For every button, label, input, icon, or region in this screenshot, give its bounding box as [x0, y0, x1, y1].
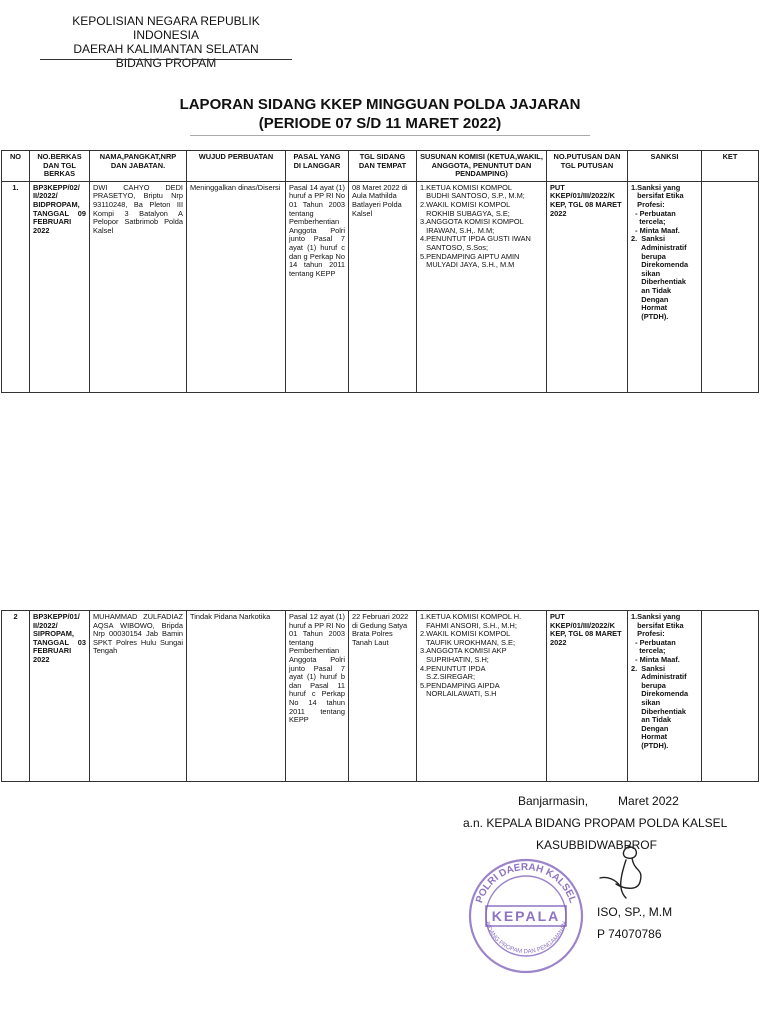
- cell-ket: [702, 611, 759, 782]
- report-table: [1, 150, 759, 393]
- letterhead-line-2: DAERAH KALIMANTAN SELATAN: [73, 42, 259, 56]
- table-header-row: [2, 151, 759, 182]
- signature-name: ISO, SP., M.M: [597, 905, 673, 919]
- cell-pasal: Pasal 12 ayat (1) huruf a PP RI No 01 Tahun 2003 tentang Pemberhentian Anggota Polri junto Pasal 7 ayat (1) huruf b dan Pasal 11 huruf c Perkap No 14 tahun 2011 tentang KEPP: [286, 611, 349, 782]
- komisi-line: FAHMI ANSORI, S.H., M.H;: [420, 620, 517, 630]
- sanksi-line: bersifat Etika: [631, 191, 684, 201]
- sanksi-line: 2. Sanksi: [631, 234, 666, 244]
- header-no: NO: [2, 151, 30, 182]
- sanksi-line: (PTDH).: [631, 311, 669, 321]
- table-row: [2, 181, 759, 392]
- header-putusan: NO.PUTUSAN DAN TGL PUTUSAN: [547, 151, 628, 182]
- komisi-line: 4.PENUNTUT IPDA GUSTI IWAN: [420, 234, 531, 244]
- header-tgl: TGL SIDANG DAN TEMPAT: [349, 151, 417, 182]
- komisi-line: ROKHIB SUBAGYA, S.E;: [420, 208, 510, 218]
- komisi-line: 5.PENDAMPING AIPTU AMIN: [420, 251, 520, 261]
- komisi-line: 4.PENUNTUT IPDA: [420, 663, 486, 673]
- signature-on-behalf: a.n. KEPALA BIDANG PROPAM POLDA KALSEL: [463, 816, 728, 830]
- komisi-line: 3.ANGGOTA KOMISI AKP: [420, 646, 507, 656]
- cell-no: 2: [2, 611, 30, 782]
- sanksi-line: 1.Sanksi yang: [631, 182, 681, 192]
- sanksi-line: an Tidak: [631, 285, 672, 295]
- cell-no: 1.: [2, 181, 30, 392]
- cell-berkas: BP3KEPP/01/ II/2022/ SIPROPAM, TANGGAL 03 FEBRUARI 2022: [30, 611, 90, 782]
- letterhead-underline: [40, 59, 292, 60]
- sanksi-line: Dengan: [631, 723, 669, 733]
- komisi-line: MULYADI JAYA, S.H., M.M: [420, 260, 515, 270]
- cell-tgl: 08 Maret 2022 di Aula Mathilda Batlayeri Polda Kalsel: [349, 181, 417, 392]
- cell-wujud: Tindak Pidana Narkotika: [187, 611, 286, 782]
- letterhead-line-3: BIDANG PROPAM: [115, 56, 217, 70]
- sanksi-line: Hormat: [631, 303, 668, 313]
- sanksi-line: - Minta Maaf.: [631, 654, 680, 664]
- cell-nama: MUHAMMAD ZULFADIAZ AQSA WIBOWO, Bripda Nrp 00030154 Jab Bamin SPKT Polres Hulu Sungai Tengah: [90, 611, 187, 782]
- header-berkas: NO.BERKAS DAN TGL BERKAS: [30, 151, 90, 182]
- sanksi-line: Administratif: [631, 242, 687, 252]
- sanksi-line: tercela;: [631, 646, 666, 656]
- sanksi-line: Hormat: [631, 732, 668, 742]
- sanksi-line: bersifat Etika: [631, 620, 684, 630]
- sanksi-line: Direkomenda: [631, 260, 689, 270]
- cell-sanksi: [628, 181, 702, 392]
- sanksi-line: - Perbuatan: [631, 208, 676, 218]
- komisi-line: NORLAILAWATI, S.H: [420, 689, 497, 699]
- sanksi-line: an Tidak: [631, 715, 672, 725]
- sanksi-line: Diberhentiak: [631, 277, 687, 287]
- sanksi-line: - Perbuatan: [631, 637, 676, 647]
- sanksi-line: sikan: [631, 268, 661, 278]
- cell-komisi: [417, 181, 547, 392]
- report-title: LAPORAN SIDANG KKEP MINGGUAN POLDA JAJARAN: [179, 96, 581, 113]
- sanksi-line: Direkomenda: [631, 689, 689, 699]
- cell-putusan: PUT KKEP/01/III/2022/K KEP, TGL 08 MARET 2022: [547, 181, 628, 392]
- report-period: (PERIODE 07 S/D 11 MARET 2022): [258, 115, 502, 132]
- komisi-line: 5.PENDAMPING AIPDA: [420, 680, 500, 690]
- table-row: [2, 611, 759, 782]
- sanksi-line: Profesi:: [631, 199, 665, 209]
- komisi-line: 3.ANGGOTA KOMISI KOMPOL: [420, 217, 524, 227]
- header-pasal: PASAL YANG DI LANGGAR: [286, 151, 349, 182]
- sanksi-line: (PTDH).: [631, 740, 669, 750]
- sanksi-line: Diberhentiak: [631, 706, 687, 716]
- sanksi-line: Profesi:: [631, 629, 665, 639]
- signature-position: KASUBBIDWABPROF: [536, 838, 657, 852]
- cell-komisi: [417, 611, 547, 782]
- cell-nama: DWI CAHYO DEDI PRASETYO, Briptu Nrp 93110248, Ba Pleton III Kompi 3 Batalyon A Pelopor Satbrimob Polda Kalsel: [90, 181, 187, 392]
- komisi-line: TAUFIK UROKHMAN, S.E;: [420, 637, 515, 647]
- letterhead: [40, 14, 292, 70]
- sanksi-line: Dengan: [631, 294, 669, 304]
- header-sanksi: SANKSI: [628, 151, 702, 182]
- cell-berkas: BP3KEPP/02/ II/2022/ BIDPROPAM, TANGGAL 09 FEBRUARI 2022: [30, 181, 90, 392]
- sanksi-line: berupa: [631, 680, 666, 690]
- komisi-line: 1.KETUA KOMISI KOMPOL H.: [420, 612, 522, 621]
- official-stamp: [466, 852, 586, 982]
- sanksi-line: Administratif: [631, 672, 687, 682]
- komisi-line: S.Z.SIREGAR;: [420, 672, 476, 682]
- sanksi-line: - Minta Maaf.: [631, 225, 680, 235]
- komisi-line: 1.KETUA KOMISI KOMPOL: [420, 182, 512, 192]
- cell-putusan: PUT KKEP/01/III/2022/K KEP, TGL 08 MARET 2022: [547, 611, 628, 782]
- cell-ket: [702, 181, 759, 392]
- komisi-line: BUDHI SANTOSO, S.P., M.M;: [420, 191, 525, 201]
- sanksi-line: tercela;: [631, 217, 666, 227]
- sanksi-line: berupa: [631, 251, 666, 261]
- cell-pasal: Pasal 14 ayat (1) huruf a PP RI No 01 Tahun 2003 tentang Pemberhentian Anggota Polri junto Pasal 7 ayat (1) huruf c dan g Perkap No 14 tahun 2011 tentang KEPP: [286, 181, 349, 392]
- stamp-text-top: POLRI DAERAH KALSEL: [474, 861, 578, 905]
- komisi-line: SANTOSO, S.Sos;: [420, 242, 489, 252]
- header-wujud: WUJUD PERBUATAN: [187, 151, 286, 182]
- stamp-center-text: KEPALA: [491, 908, 561, 924]
- signature-nrp: P 74070786: [597, 927, 662, 941]
- stamp-text-bottom: BIDANG PROPAM DAN PENGAMANAN: [483, 921, 569, 956]
- sanksi-line: 2. Sanksi: [631, 663, 666, 673]
- cell-wujud: Meninggalkan dinas/Disersi: [187, 181, 286, 392]
- header-ket: KET: [702, 151, 759, 182]
- sanksi-line: 1.Sanksi yang: [631, 612, 681, 621]
- report-table-continued: [1, 610, 759, 782]
- cell-tgl: 22 Februari 2022 di Gedung Satya Brata Polres Tanah Laut: [349, 611, 417, 782]
- komisi-line: IRAWAN, S.H,. M.M;: [420, 225, 495, 235]
- cell-sanksi: [628, 611, 702, 782]
- sanksi-line: sikan: [631, 697, 661, 707]
- komisi-line: 2.WAKIL KOMISI KOMPOL: [420, 199, 511, 209]
- komisi-line: 2.WAKIL KOMISI KOMPOL: [420, 629, 511, 639]
- title-rule: [190, 135, 590, 136]
- komisi-line: SUPRIHATIN, S.H;: [420, 654, 489, 664]
- header-nama: NAMA,PANGKAT,NRP DAN JABATAN.: [90, 151, 187, 182]
- letterhead-line-1: KEPOLISIAN NEGARA REPUBLIK INDONESIA: [72, 14, 260, 42]
- header-susunan: SUSUNAN KOMISI (KETUA,WAKIL, ANGGOTA, PENUNTUT DAN PENDAMPING): [417, 151, 547, 182]
- signature-place-date: Banjarmasin, Maret 2022: [518, 794, 679, 808]
